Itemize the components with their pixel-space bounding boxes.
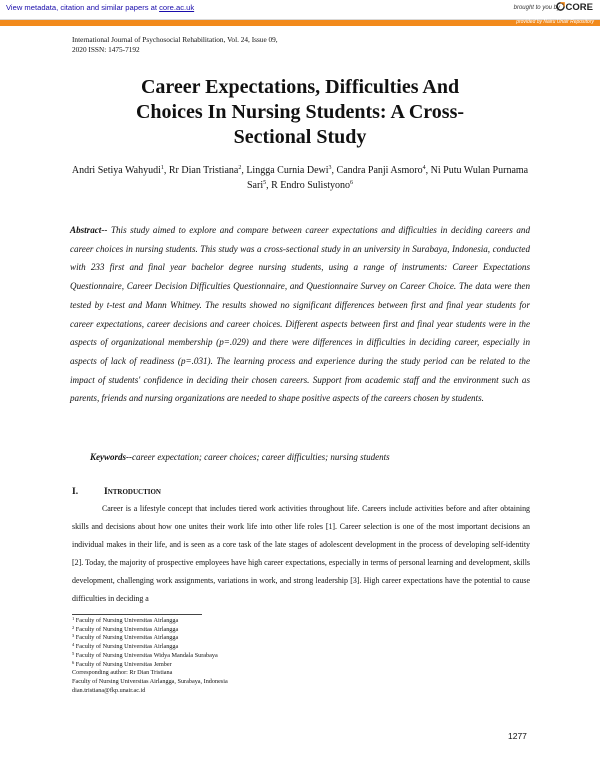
author: R Endro Sulistyono$^6$ <box>271 180 353 191</box>
author: Candra Panji Asmoro$^4$, <box>336 165 431 176</box>
footnote: $^3$ Faculty of Nursing Universitas Airlangga <box>72 633 179 642</box>
section-heading <box>72 487 161 497</box>
keywords-label: Keywords-- <box>90 452 132 462</box>
paper-title-line1: Career Expectations, Difficulties And <box>140 76 460 98</box>
core-link-site[interactable]: core.ac.uk <box>159 3 195 12</box>
brought-by-text: brought to you by <box>513 5 560 11</box>
corresponding-affiliation: Faculty of Nursing Universitas Airlangga, Surabaya, Indonesia <box>72 677 228 685</box>
core-logo-icon <box>556 2 565 11</box>
core-link-prefix[interactable]: View metadata, citation and similar papers at <box>6 3 160 12</box>
core-banner <box>0 0 600 30</box>
author: Rr Dian Tristiana$^2$, <box>168 165 247 176</box>
footnote-rule <box>72 614 202 615</box>
core-orange-stripe <box>0 20 600 26</box>
keywords-text: career expectation; career choices; career difficulties; nursing students <box>132 452 390 462</box>
footnote: $^5$ Faculty of Nursing Universitas Widya Mandala Surabaya <box>72 650 218 659</box>
abstract-label: Abstract-- <box>70 225 108 235</box>
page-number: 1277 <box>508 731 527 741</box>
author: Lingga Curnia Dewi$^3$, <box>246 165 337 176</box>
footnote: $^1$ Faculty of Nursing Universitas Airlangga <box>72 616 179 624</box>
author: Andri Setiya Wahyudi$^1$, <box>71 165 169 176</box>
abstract <box>70 221 530 408</box>
provided-by-text: provided by Nairu Unair Repository <box>516 19 594 25</box>
footnotes <box>72 617 228 695</box>
section-title: Introduction <box>104 487 161 497</box>
keywords <box>90 452 530 462</box>
journal-header <box>72 35 278 54</box>
corresponding-email[interactable]: dian.tristiana@fkp.unair.ac.id <box>72 686 146 694</box>
journal-header-line1: International Journal of Psychosocial Rehabilitation, Vol. 24, Issue 09, <box>72 35 278 44</box>
core-metadata-link[interactable] <box>6 3 194 12</box>
journal-header-line2: 2020 ISSN: 1475-7192 <box>72 44 140 54</box>
author-list <box>60 163 540 193</box>
paper-title <box>80 75 520 150</box>
paper-title-line2: Choices In Nursing Students: A Cross- <box>135 101 465 123</box>
author: Ni Putu Wulan Purnama Sari$^5$, <box>246 165 529 191</box>
footnote: $^4$ Faculty of Nursing Universitas Airlangga <box>72 642 179 651</box>
paper-title-line3: Sectional Study <box>233 126 367 148</box>
core-logo-text[interactable]: CORE <box>565 2 593 13</box>
footnote: $^6$ Faculty of Nursing Universitas Jember <box>72 659 172 668</box>
section-number: I. <box>72 487 79 497</box>
core-logo[interactable] <box>556 2 593 13</box>
corresponding-author: Corresponding author: Rr Dian Tristiana <box>72 669 173 677</box>
abstract-text: This study aimed to explore and compare between career expectations and difficulties in deciding careers and career choices in nursing students. This study was a cross-sectional study in an university in Surabaya, Indonesia, conducted with 233 first and final year bachelor degree nursing students, using a range of instruments: Career Expectations Questionnaire, Career Decision Difficulties Questionnaire, and Questionnaire Survey on Career Choice. The data were then tested by t-test and Mann Whitney. The results showed no significant differences between first and final year students for career expectations, career decisions and career choices. Different aspects between first and final year students were in the aspects of organizational membership (p=.029) and there were differences in difficulties in deciding career, especially in aspects of lack of readiness (p=.031). The learning process and experience during the study period can be related to the impact of students' confidence in deciding their chosen careers. Support from academic staff and the environment such as parents, friends and nursing organizations are needed to shape positive aspects of the careers chosen by students. <box>70 225 530 404</box>
intro-paragraph: Career is a lifestyle concept that includes tiered work activities throughout life. Careers include activities before and after obtaining skills and decisions about how one unites their work life into other life roles [1]. Career selection is one of the most important decisions an individual makes in their life, and is seen as a core task of the late stages of adolescent development in the process of developing self-identity [2]. Today, the majority of prospective employees have high career expectations, especially in terms of personal learning and development, skills development, challenging work assignments, variations in work, and strong leadership [3]. High career expectations have the potential to cause difficulties in deciding a <box>72 504 530 604</box>
footnote: $^2$ Faculty of Nursing Universitas Airlangga <box>72 624 179 633</box>
